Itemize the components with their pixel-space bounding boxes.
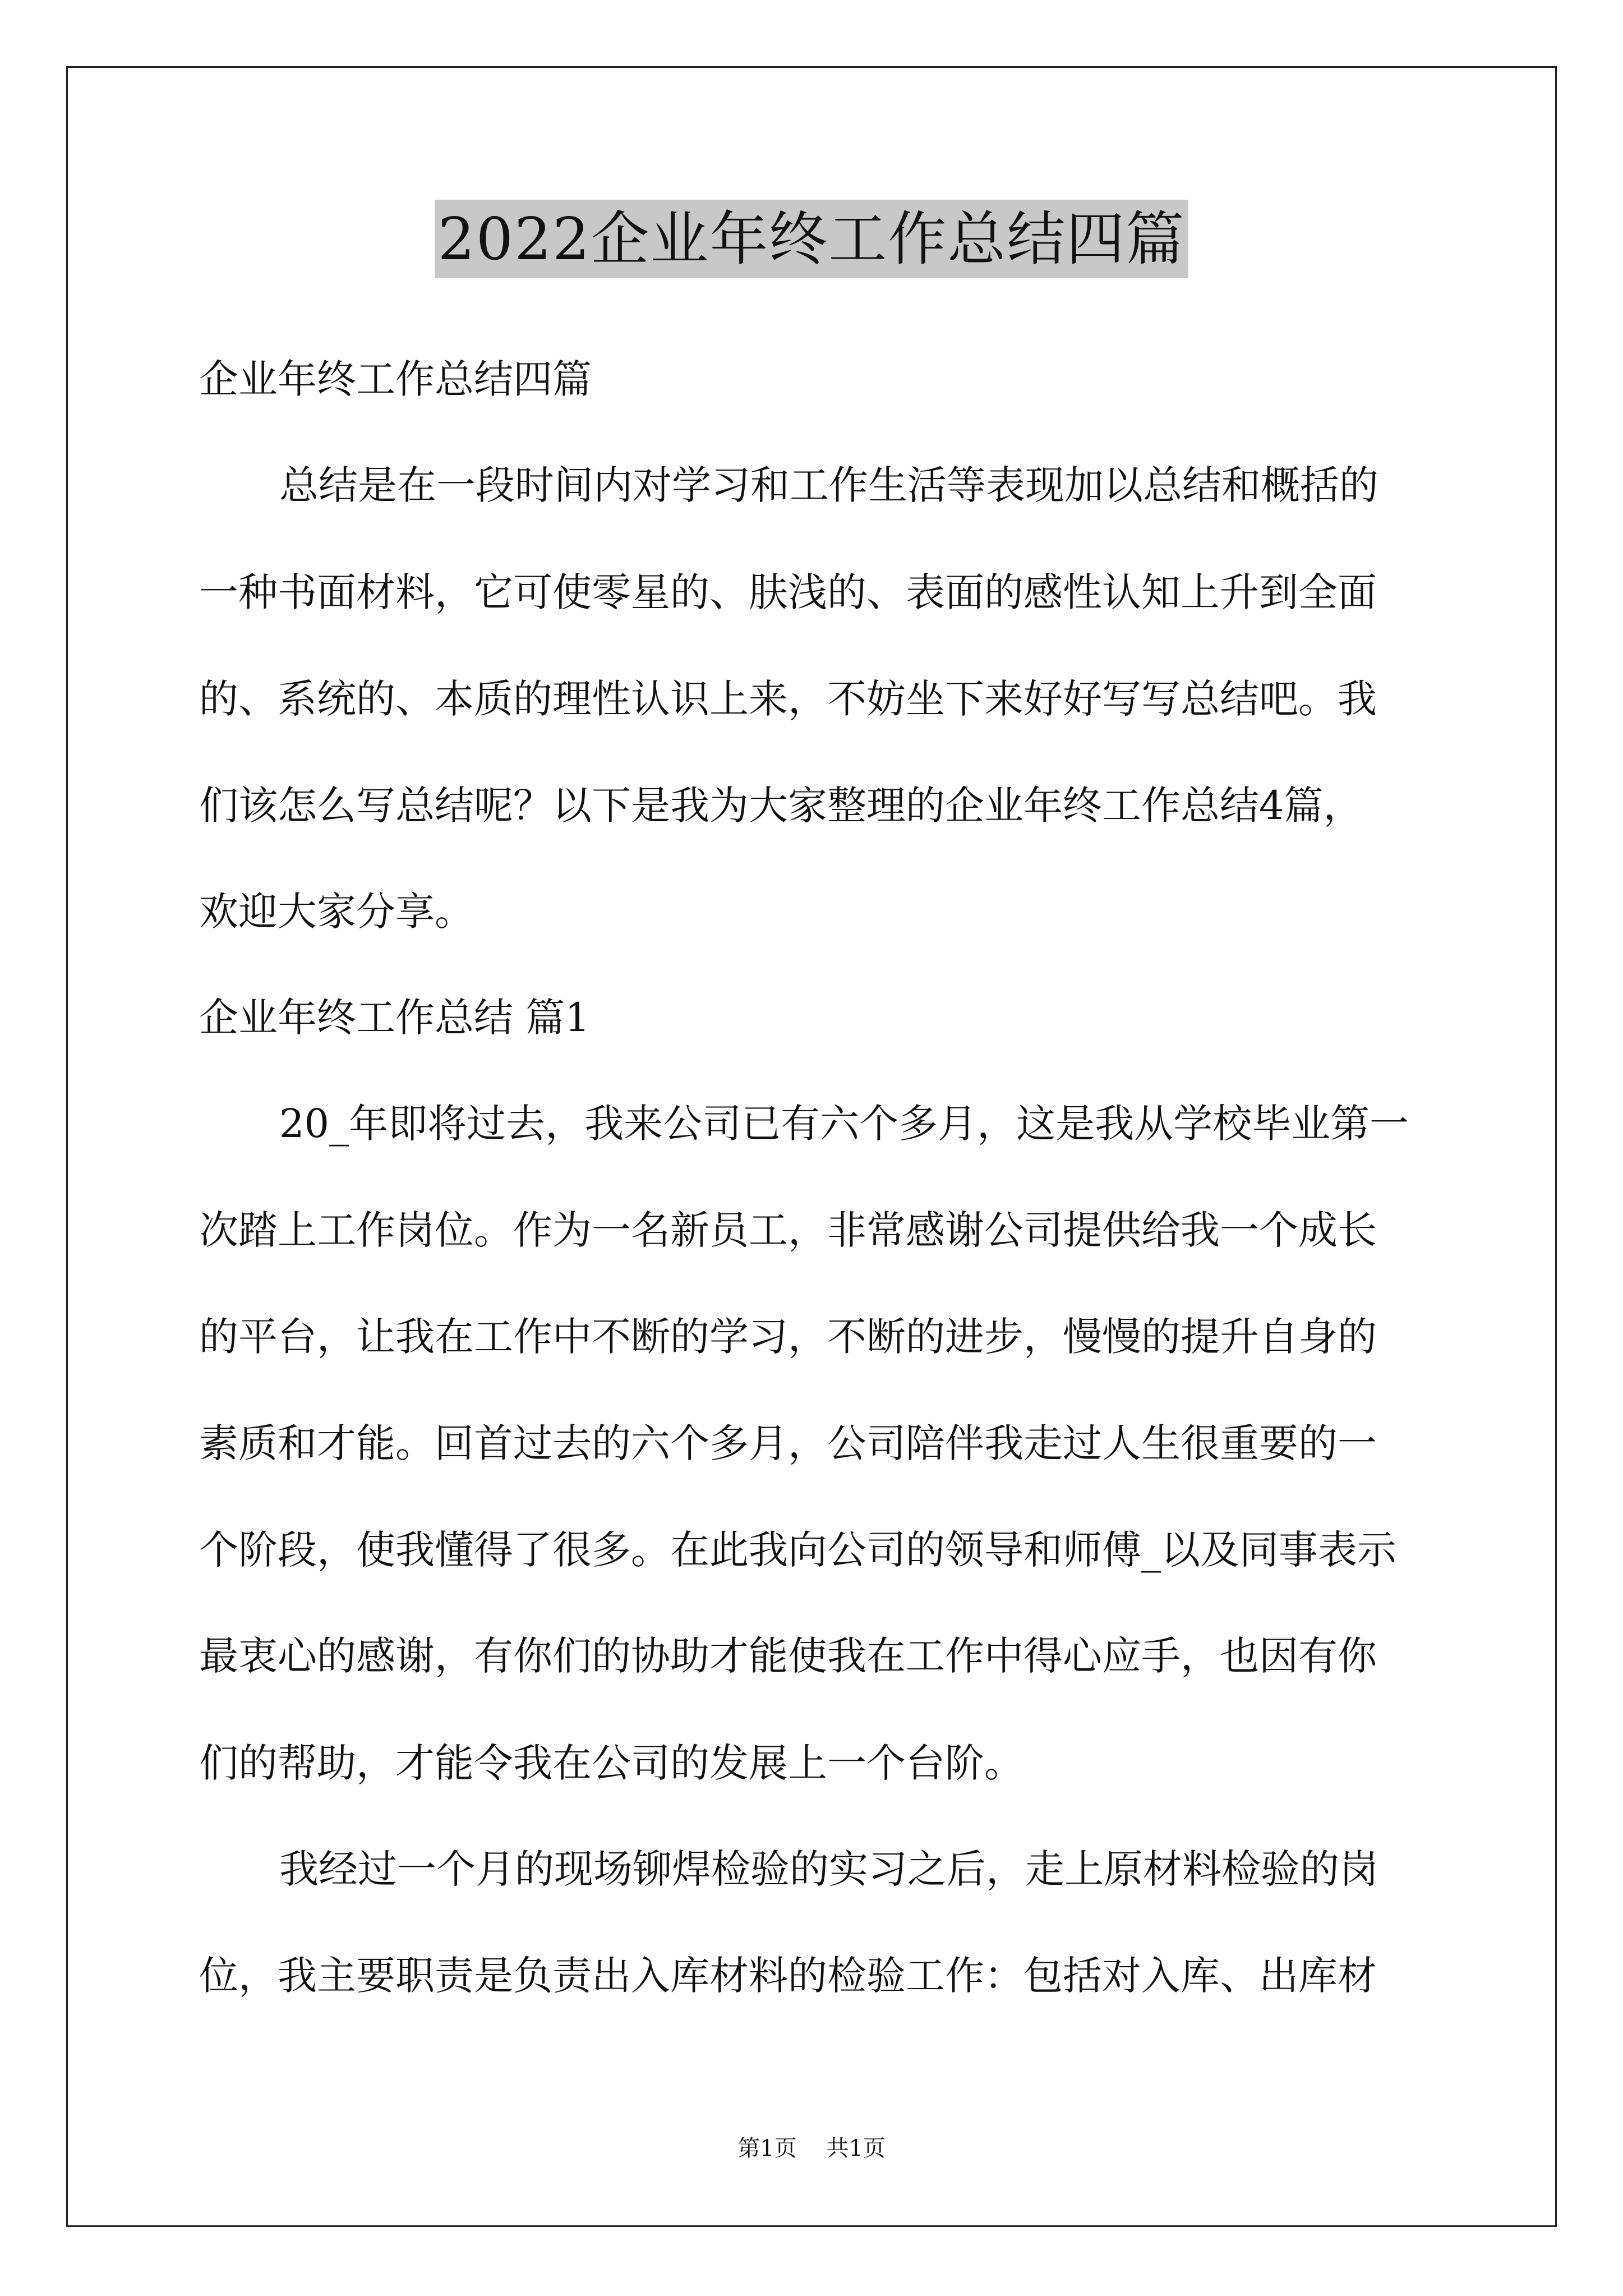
page-number: 第1页 bbox=[737, 2136, 797, 2161]
para1-line-2: 次踏上工作岗位。作为一名新员工，非常感谢公司提供给我一个成长 bbox=[199, 1207, 1377, 1253]
document-title: 2022企业年终工作总结四篇 bbox=[435, 200, 1189, 278]
para1-line-4: 素质和才能。回首过去的六个多月，公司陪伴我走过人生很重要的一 bbox=[199, 1420, 1377, 1466]
para1-line-6: 最衷心的感谢，有你们的协助才能使我在工作中得心应手，也因有你 bbox=[199, 1633, 1377, 1679]
intro-line-1: 总结是在一段时间内对学习和工作生活等表现加以总结和概括的 bbox=[279, 462, 1378, 508]
page-footer bbox=[0, 2132, 1623, 2165]
para1-line-3: 的平台，让我在工作中不断的学习，不断的进步，慢慢的提升自身的 bbox=[199, 1314, 1377, 1360]
para1-line-5: 个阶段，使我懂得了很多。在此我向公司的领导和师傅_以及同事表示 bbox=[199, 1527, 1396, 1573]
section-heading: 企业年终工作总结 篇1 bbox=[199, 995, 590, 1041]
para2-line-1: 我经过一个月的现场铆焊检验的实习之后，走上原材料检验的岗 bbox=[279, 1846, 1378, 1892]
page-total: 共1页 bbox=[826, 2136, 886, 2161]
para1-line-7: 们的帮助，才能令我在公司的发展上一个台阶。 bbox=[199, 1740, 1023, 1786]
document-subtitle: 企业年终工作总结四篇 bbox=[199, 356, 592, 402]
title-container bbox=[0, 200, 1623, 278]
intro-line-5: 欢迎大家分享。 bbox=[199, 889, 474, 935]
intro-line-3: 的、系统的、本质的理性认识上来，不妨坐下来好好写写总结吧。我 bbox=[199, 676, 1377, 722]
intro-line-2: 一种书面材料，它可使零星的、肤浅的、表面的感性认知上升到全面 bbox=[199, 569, 1377, 615]
para1-line-1: 20_年即将过去，我来公司已有六个多月，这是我从学校毕业第一 bbox=[279, 1101, 1409, 1147]
intro-line-4: 们该怎么写总结呢？以下是我为大家整理的企业年终工作总结4篇， bbox=[199, 783, 1363, 829]
para2-line-2: 位，我主要职责是负责出入库材料的检验工作：包括对入库、出库材 bbox=[199, 1953, 1377, 1999]
